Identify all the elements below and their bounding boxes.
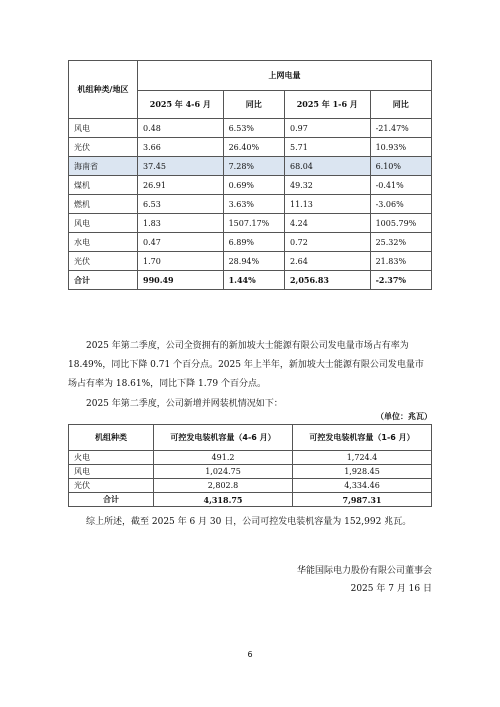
table-total-row — [69, 493, 432, 507]
table-cell: 0.47 — [138, 233, 224, 252]
table-cell: 4,318.75 — [154, 493, 293, 507]
category-header: 机组种类/地区 — [69, 61, 138, 119]
table-cell: 1005.79% — [370, 214, 431, 233]
table-cell: 21.83% — [370, 252, 431, 271]
column-header: 可控发电装机容量（1-6 月） — [293, 425, 432, 451]
unit-label: （单位：兆瓦） — [376, 412, 432, 421]
table-cell: 1,724.4 — [293, 451, 432, 465]
table-row — [69, 252, 432, 271]
table-cell: 5.71 — [284, 138, 370, 157]
row-label: 光伏 — [69, 479, 154, 493]
table-cell: 6.53 — [138, 195, 224, 214]
table-cell: 37.45 — [138, 157, 224, 176]
table-cell: 68.04 — [284, 157, 370, 176]
group-header: 上网电量 — [138, 61, 432, 91]
table-total-row — [69, 271, 432, 290]
row-label: 风电 — [69, 119, 138, 138]
table-cell: 26.40% — [223, 138, 284, 157]
table-cell: 6.10% — [370, 157, 431, 176]
table-row — [69, 138, 432, 157]
row-label: 水电 — [69, 233, 138, 252]
row-label: 合计 — [69, 493, 154, 507]
table-header-row — [69, 425, 432, 451]
row-label: 海南省 — [69, 157, 138, 176]
table-cell: 0.69% — [223, 176, 284, 195]
row-label: 风电 — [69, 214, 138, 233]
table-cell: 3.66 — [138, 138, 224, 157]
table-cell: 0.72 — [284, 233, 370, 252]
page-number: 6 — [247, 650, 253, 659]
row-label: 合计 — [69, 271, 138, 290]
table-cell: -3.06% — [370, 195, 431, 214]
row-label: 风电 — [69, 465, 154, 479]
table-cell: 2,056.83 — [284, 271, 370, 290]
column-header: 2025 年 4-6 月 — [138, 91, 224, 119]
table-cell: 26.91 — [138, 176, 224, 195]
table-cell: 10.93% — [370, 138, 431, 157]
row-label: 火电 — [69, 451, 154, 465]
table-row — [69, 465, 432, 479]
table-cell: 6.89% — [223, 233, 284, 252]
summary-paragraph: 综上所述，截至 2025 年 6 月 30 日，公司可控发电装机容量为 152,992 兆瓦。 — [86, 517, 412, 527]
table-cell: 0.48 — [138, 119, 224, 138]
table-cell: 4.24 — [284, 214, 370, 233]
table-row — [69, 214, 432, 233]
table-row — [69, 451, 432, 465]
table-cell: 11.13 — [284, 195, 370, 214]
column-header: 同比 — [370, 91, 431, 119]
table-cell: 6.53% — [223, 119, 284, 138]
table-cell: 1,024.75 — [154, 465, 293, 479]
column-header: 可控发电装机容量（4-6 月） — [154, 425, 293, 451]
table-header-row — [69, 61, 432, 91]
row-label: 煤机 — [69, 176, 138, 195]
table-cell: 1.44% — [223, 271, 284, 290]
column-header: 2025 年 1-6 月 — [284, 91, 370, 119]
column-header: 机组种类 — [69, 425, 154, 451]
new-capacity-table — [68, 424, 432, 507]
column-header: 同比 — [223, 91, 284, 119]
table-cell: 7,987.31 — [293, 493, 432, 507]
table-cell: -2.37% — [370, 271, 431, 290]
signature-company: 华能国际电力股份有限公司董事会 — [296, 566, 432, 576]
table-cell: 0.97 — [284, 119, 370, 138]
table-cell: 25.32% — [370, 233, 431, 252]
row-label: 燃机 — [69, 195, 138, 214]
table-cell: 28.94% — [223, 252, 284, 271]
table-row — [69, 119, 432, 138]
table-cell: 3.63% — [223, 195, 284, 214]
power-generation-table — [68, 60, 432, 290]
table-row — [69, 479, 432, 493]
table-row — [69, 233, 432, 252]
row-label: 光伏 — [69, 138, 138, 157]
table-cell: 1507.17% — [223, 214, 284, 233]
table-cell: 7.28% — [223, 157, 284, 176]
table-row-highlighted — [69, 157, 432, 176]
table-cell: -0.41% — [370, 176, 431, 195]
table-cell: 2,802.8 — [154, 479, 293, 493]
table-row — [69, 195, 432, 214]
market-share-paragraph: 2025 年第二季度，公司全资拥有的新加坡大士能源有限公司发电量市场占有率为 18.49%，同比下降 0.71 个百分点。2025 年上半年，新加坡大士能源有限公司发电量市场占有率为 18.61%，同比下降 1.79 个百分点。 — [68, 341, 424, 389]
table-row — [69, 176, 432, 195]
row-label: 光伏 — [69, 252, 138, 271]
table-cell: 4,334.46 — [293, 479, 432, 493]
table-cell: 1,928.45 — [293, 465, 432, 479]
table-cell: 49.32 — [284, 176, 370, 195]
table-cell: 990.49 — [138, 271, 224, 290]
table-cell: -21.47% — [370, 119, 431, 138]
table-cell: 1.83 — [138, 214, 224, 233]
table-cell: 491.2 — [154, 451, 293, 465]
new-capacity-intro: 2025 年第二季度，公司新增并网装机情况如下： — [86, 399, 283, 409]
signature-date: 2025 年 7 月 16 日 — [350, 584, 432, 594]
table-cell: 1.70 — [138, 252, 224, 271]
table-cell: 2.64 — [284, 252, 370, 271]
